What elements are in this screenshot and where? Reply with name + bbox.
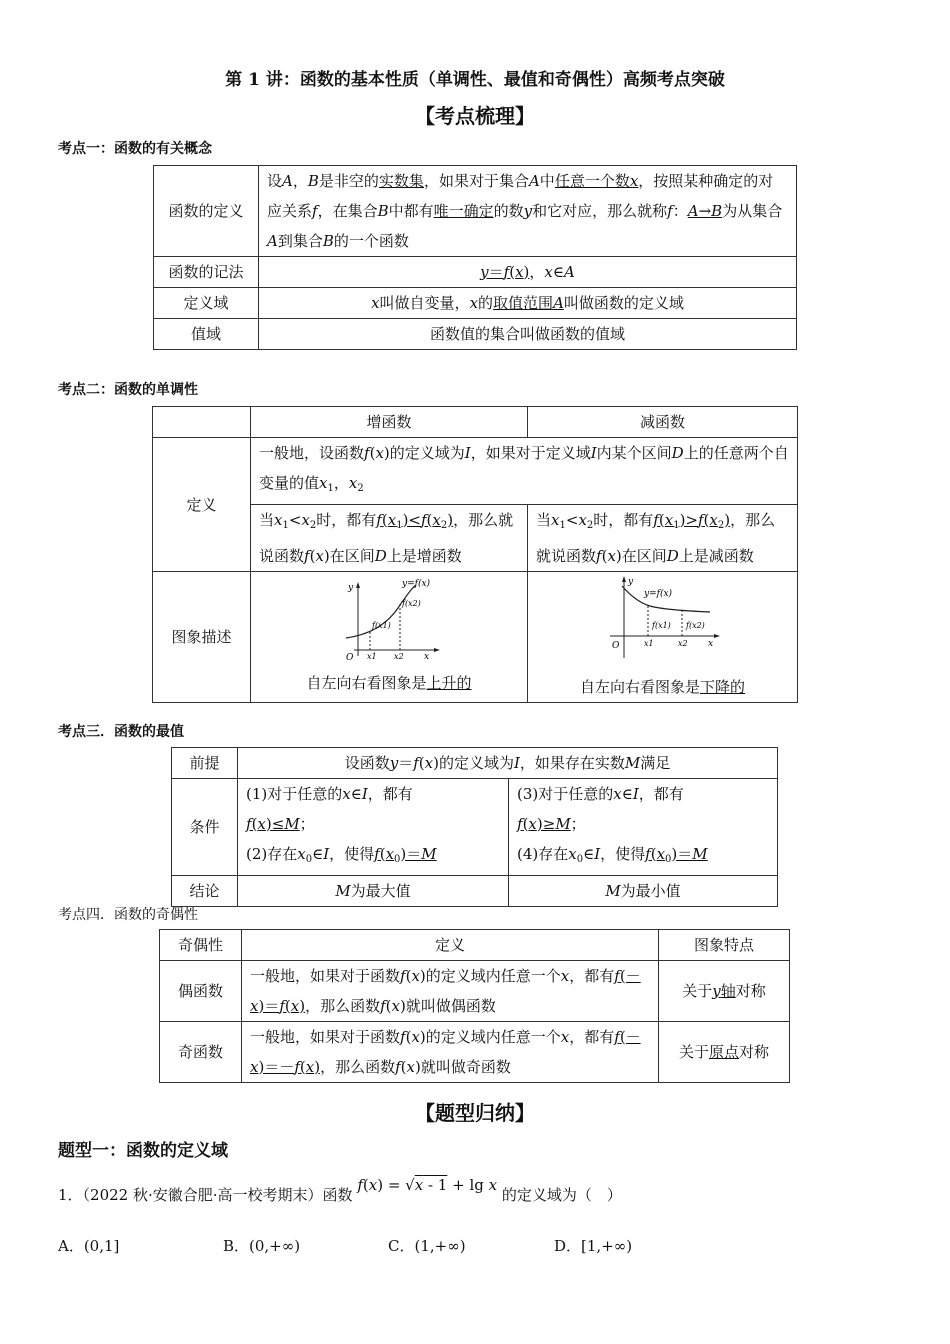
graph-f2-label: f(x2) <box>402 599 421 608</box>
kp2-graph-increasing-cell <box>251 572 528 703</box>
kp3-cond-max: (1)对于任意的x∈I，都有 f(x)≤M； (2)存在$x_0\in I$，使得$f(x_0)=M$ <box>238 779 509 876</box>
table-row <box>154 288 797 319</box>
kp4-even-label: 偶函数 <box>160 961 242 1022</box>
kp4-heading: 考点四．函数的奇偶性 <box>58 907 198 923</box>
table-row <box>154 257 797 288</box>
table-row <box>172 876 778 907</box>
graph-f2-label: f(x2) <box>686 621 705 630</box>
kp4-table <box>159 929 790 1083</box>
table-row <box>172 779 778 876</box>
question-1-formula: f <box>357 1176 363 1194</box>
kp4-col-feature: 图象特点 <box>659 930 790 961</box>
increasing-graph <box>336 578 446 662</box>
table-row <box>153 407 798 438</box>
kp2-row-graph: 图象描述 <box>153 572 251 703</box>
graph-x2-label: x2 <box>394 652 404 661</box>
kp3-premise: 设函数y＝f(x)的定义域为I，如果存在实数M满足 <box>238 748 778 779</box>
kp3-concl-max: M为最大值 <box>238 876 509 907</box>
kp2-def-increasing: 当$x_1<x_2$时，都有$f(x_1)<f(x_2)$，那么就说函数f(x)在区间D上是增函数 <box>251 505 528 572</box>
kp3-concl-min: M为最小值 <box>509 876 778 907</box>
question-1-prefix: 1．（2022 秋·安徽合肥·高一校考期末）函数 <box>58 1186 353 1204</box>
kp4-col-definition: 定义 <box>242 930 659 961</box>
kp4-odd-label: 奇函数 <box>160 1022 242 1083</box>
option-c[interactable]: C．(1,+∞) <box>388 1237 466 1255</box>
kp2-row-definition: 定义 <box>153 438 251 572</box>
table-row <box>160 930 790 961</box>
section-heading-types: 【题型归纳】 <box>415 1101 535 1125</box>
kp1-label-domain: 定义域 <box>154 288 259 319</box>
graph-x-label: x <box>424 652 430 662</box>
option-b[interactable]: B．(0,+∞) <box>223 1237 301 1255</box>
table-row <box>153 572 798 703</box>
graph-fn-label: y=f(x) <box>402 579 431 589</box>
graph-x-label: x <box>708 639 714 649</box>
kp2-table <box>152 406 798 703</box>
graph-f1-label: f(x1) <box>372 621 391 630</box>
table-row <box>153 438 798 505</box>
kp3-heading: 考点三．函数的最值 <box>58 724 184 740</box>
graph-dec-caption: 自左向右看图象是下降的 <box>579 678 746 696</box>
kp4-even-def: 一般地，如果对于函数f(x)的定义域内任意一个x，都有f(－x)＝f(x)，那么函数f(x)就叫做偶函数 <box>242 961 659 1022</box>
table-row <box>172 748 778 779</box>
kp1-text-notation: y＝f(x)，x∈A <box>259 257 797 288</box>
table-row <box>154 166 797 257</box>
graph-y-label: y <box>628 577 634 587</box>
kp1-label-range: 值域 <box>154 319 259 350</box>
kp3-label-premise: 前提 <box>172 748 238 779</box>
kp1-text-domain: x叫做自变量，x的取值范围A叫做函数的定义域 <box>259 288 797 319</box>
kp1-label-definition: 函数的定义 <box>154 166 259 257</box>
table-row <box>154 319 797 350</box>
type1-heading: 题型一：函数的定义域 <box>58 1141 228 1161</box>
option-d[interactable]: D．[1,+∞) <box>554 1237 633 1255</box>
question-1-formula-rest: (x) = √x - 1 + lg x <box>362 1176 498 1194</box>
graph-origin-label: O <box>346 653 354 662</box>
kp1-table <box>153 165 797 350</box>
kp2-graph-decreasing-cell <box>528 572 798 703</box>
graph-y-label: y <box>348 583 354 593</box>
kp2-def-common: 一般地，设函数f(x)的定义域为I，如果对于定义域I内某个区间D上的任意两个自变量的值$x_1$，$x_2$ <box>251 438 798 505</box>
kp4-odd-feature: 关于原点对称 <box>659 1022 790 1083</box>
kp3-label-condition: 条件 <box>172 779 238 876</box>
kp1-label-notation: 函数的记法 <box>154 257 259 288</box>
graph-x1-label: x1 <box>367 652 377 661</box>
kp2-col-decreasing: 减函数 <box>528 407 798 438</box>
table-row <box>160 1022 790 1083</box>
question-1-suffix: 的定义域为（ ） <box>501 1186 622 1204</box>
graph-fn-label: y=f(x) <box>644 589 673 599</box>
kp1-heading: 考点一：函数的有关概念 <box>58 141 212 157</box>
graph-origin-label: O <box>612 641 620 651</box>
kp1-text-range: 函数值的集合叫做函数的值域 <box>259 319 797 350</box>
kp2-def-decreasing: 当$x_1<x_2$时，都有$f(x_1)>f(x_2)$，那么就说函数f(x)在区间D上是减函数 <box>528 505 798 572</box>
kp3-label-conclusion: 结论 <box>172 876 238 907</box>
kp2-corner <box>153 407 251 438</box>
page-title: 第 1 讲：函数的基本性质（单调性、最值和奇偶性）高频考点突破 <box>225 70 725 90</box>
option-a[interactable]: A．(0,1] <box>58 1237 120 1255</box>
graph-inc-caption: 自左向右看图象是上升的 <box>306 674 472 692</box>
graph-x1-label: x1 <box>644 639 654 648</box>
table-row <box>160 961 790 1022</box>
question-1-options <box>58 1235 898 1259</box>
kp3-cond-min: (3)对于任意的x∈I，都有 f(x)≥M； (4)存在$x_0\in I$，使得$f(x_0)=M$ <box>509 779 778 876</box>
kp2-col-increasing: 增函数 <box>251 407 528 438</box>
kp2-heading: 考点二：函数的单调性 <box>58 382 198 398</box>
kp4-odd-def: 一般地，如果对于函数f(x)的定义域内任意一个x，都有f(－x)＝－f(x)，那么函数f(x)就叫做奇函数 <box>242 1022 659 1083</box>
graph-f1-label: f(x1) <box>652 621 671 630</box>
kp1-text-definition: 设A，B是非空的实数集，如果对于集合A中任意一个数x，按照某种确定的对应关系f，在集合B中都有唯一确定的数y和它对应，那么就称f：A→B为从集合A到集合B的一个函数 <box>259 166 797 257</box>
graph-x2-label: x2 <box>678 639 688 648</box>
section-heading-review: 【考点梳理】 <box>415 104 535 128</box>
kp4-even-feature: 关于y轴对称 <box>659 961 790 1022</box>
question-1 <box>58 1176 622 1205</box>
kp4-col-parity: 奇偶性 <box>160 930 242 961</box>
kp3-table <box>171 747 778 907</box>
decreasing-graph <box>606 574 726 664</box>
